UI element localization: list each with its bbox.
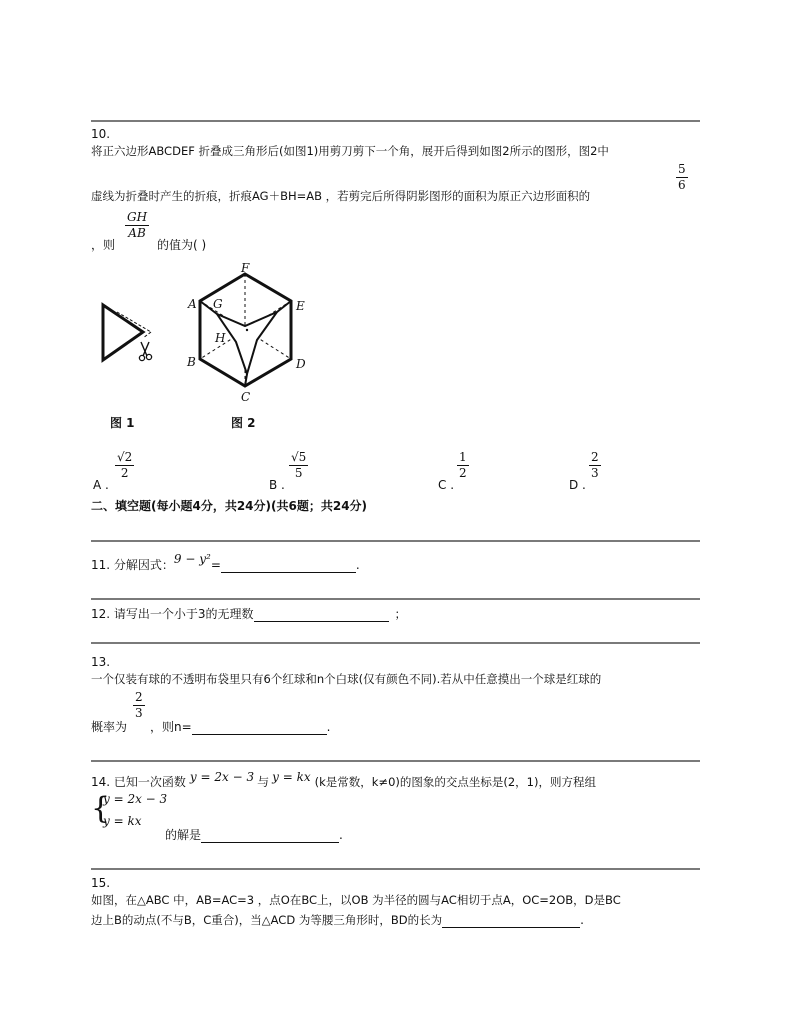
q14-post: 的解是 [165,828,202,842]
option-d-fraction[interactable] [589,450,601,481]
q12-answer-blank[interactable] [254,609,389,622]
scissors-icon [139,342,151,361]
q10-line3-suffix: 的值为( ) [157,238,207,252]
q11-prefix: 11. 分解因式： [91,558,174,572]
fraction-denominator: 3 [135,706,143,720]
q14-prefix: 14. 已知一次函数 [91,775,186,789]
fraction-denominator: 2 [115,465,134,481]
q14-line2 [165,826,343,843]
q13-line2-prefix: 概率为 [91,720,128,734]
divider [91,760,700,762]
label-C: C [241,390,251,404]
q15-answer-blank[interactable] [442,915,580,928]
figure2-hexagon [200,274,291,386]
option-b-fraction[interactable] [289,450,308,481]
q10-line1: 将正六边形ABCDEF 折叠成三角形后(如图1)用剪刀剪下一个角，展开后得到如图2所示的图形，图2中 [91,144,609,158]
label-A: A [188,297,197,311]
fraction-denominator: 5 [289,465,308,481]
divider [91,540,700,542]
q13-line1: 一个仅装有球的不透明布袋里只有6个红球和n个白球(仅有颜色不同).若从中任意摸出一个球是红球的 [91,672,602,686]
q12-prefix: 12. 请写出一个小于3的无理数 [91,607,254,621]
fraction-numerator: GH [127,210,148,224]
option-a-fraction[interactable] [115,450,134,481]
fraction-numerator: 2 [135,690,143,704]
q11-equals: = [210,558,221,572]
figure1-triangle [103,305,151,360]
option-c-fraction[interactable] [457,450,469,481]
q13-answer-blank[interactable] [192,722,327,735]
q13-end: . [326,720,331,734]
label-B: B [187,355,196,369]
q13-number: 13. [91,655,111,669]
q14-answer-blank[interactable] [201,830,339,843]
fraction-numerator: 5 [678,162,686,176]
q13-line2 [150,718,331,735]
q10-number: 10. [91,127,111,141]
q12-end: ； [394,607,407,621]
option-a-label: A . [93,478,109,492]
fraction-denominator: 3 [591,466,599,480]
label-G: G [213,297,223,311]
q13-probability-fraction [133,690,145,721]
divider [91,598,700,600]
q10-ratio-fraction [125,210,149,241]
fraction-denominator: 6 [678,178,686,192]
label-E: E [296,299,305,313]
option-b-label: B . [269,478,285,492]
figure2-caption: 图 2 [231,416,256,430]
option-d-label: D . [569,478,586,492]
label-D: D [296,357,306,371]
q15-line2 [91,912,584,928]
q10-area-fraction [676,162,688,193]
q10-line3-prefix: ，则 [91,238,116,252]
fraction-numerator: √2 [117,450,133,464]
figure1-caption: 图 1 [110,416,135,430]
q15-number: 15. [91,876,111,890]
fraction-denominator: AB [125,225,149,241]
fraction-numerator: 1 [459,450,467,464]
q14-and: 与 [257,775,270,789]
fraction-denominator: 2 [459,466,467,480]
q14-function2: y = kx [272,770,311,784]
label-H: H [215,331,226,345]
q14-line1 [91,770,596,790]
q14-end: . [339,828,343,842]
q13-line2-mid: ，则n= [150,720,192,734]
q10-line2: 虚线为折叠时产生的折痕，折痕AG＋BH=AB ，若剪完后所得阴影图形的面积为原正六边形面积的 [91,189,591,203]
q11 [91,552,360,573]
q11-expression: 9 − y² [173,552,211,566]
q14-system-eq2: y = kx [103,814,142,828]
fraction-numerator: 2 [591,450,599,464]
q15-line2-text: 边上B的动点(不与B，C重合)，当△ACD 为等腰三角形时，BD的长为 [91,913,443,927]
divider [91,868,700,870]
fraction-numerator: √5 [291,450,307,464]
option-c-label: C . [438,478,455,492]
brace: { [91,791,111,826]
q11-end: . [355,558,360,572]
section-heading: 二、填空题(每小题4分，共24分)(共6题；共24分) [91,499,368,513]
q14-function1: y = 2x − 3 [189,770,255,784]
divider [91,120,700,122]
q15-line1: 如图，在△ABC 中，AB=AC=3 ，点O在BC上，以OB 为半径的圆与AC相切于点A，OC=2OB，D是BC [91,893,621,907]
divider [91,642,700,644]
q15-end: . [580,913,584,927]
q10-figures [95,262,335,412]
q14-condition: (k是常数，k≠0)的图象的交点坐标是(2，1)，则方程组 [314,775,596,789]
q12 [91,605,407,622]
label-F: F [241,262,250,275]
q11-answer-blank[interactable] [221,560,356,573]
q14-system-eq1: y = 2x − 3 [103,792,168,806]
